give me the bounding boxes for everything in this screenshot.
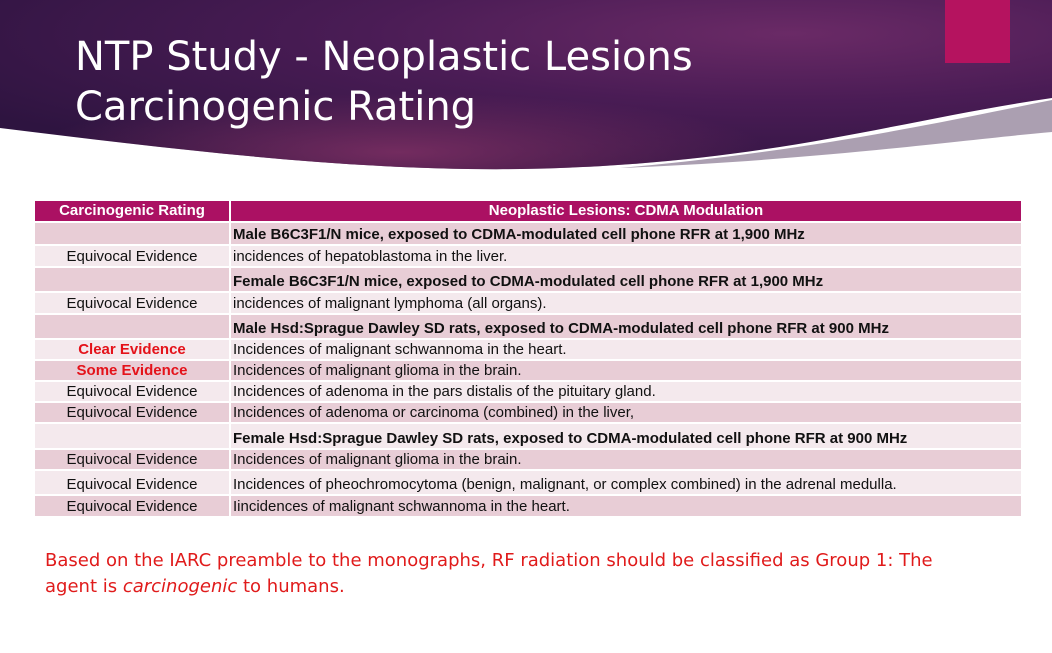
title-line-1: NTP Study - Neoplastic Lesions [75,34,693,80]
table-group-row [35,267,1021,292]
rating-cell: Equivocal Evidence [35,292,230,314]
accent-square [945,0,1010,63]
table-header-row [35,201,1021,222]
page-title [75,32,693,132]
rating-cell: Some Evidence [35,360,230,381]
table-group-row [35,222,1021,245]
rating-cell [35,222,230,245]
rating-cell: Clear Evidence [35,339,230,360]
table-group-row [35,423,1021,449]
table-row [35,245,1021,267]
rating-cell: Equivocal Evidence [35,449,230,470]
lesion-cell: Incidences of malignant glioma in the brain. [230,449,1021,470]
rating-cell: Equivocal Evidence [35,470,230,495]
note-text-before: Based on the IARC preamble to the monographs, RF radiation should be classified as Group 1: The agent is [45,550,933,597]
note-text-after: to humans. [237,576,345,597]
rating-cell [35,423,230,449]
rating-cell: Equivocal Evidence [35,245,230,267]
table-row [35,495,1021,516]
table-row [35,449,1021,470]
table-row [35,339,1021,360]
table-row [35,292,1021,314]
title-line-2: Carcinogenic Rating [75,84,477,130]
note-emphasis: carcinogenic [122,576,238,597]
group-heading-cell: Male Hsd:Sprague Dawley SD rats, exposed to CDMA-modulated cell phone RFR at 900 MHz [230,314,1021,339]
group-heading-cell: Female B6C3F1/N mice, exposed to CDMA-modulated cell phone RFR at 1,900 MHz [230,267,1021,292]
slide-header [0,0,1052,175]
lesion-cell: Incidences of adenoma or carcinoma (combined) in the liver, [230,402,1021,423]
table-row [35,381,1021,402]
lesion-cell: incidences of hepatoblastoma in the liver. [230,245,1021,267]
column-header-lesions: Neoplastic Lesions: CDMA Modulation [230,201,1021,222]
classification-note [45,548,945,600]
table-body [35,222,1021,516]
group-heading-cell: Male B6C3F1/N mice, exposed to CDMA-modulated cell phone RFR at 1,900 MHz [230,222,1021,245]
lesion-cell: Incidences of malignant schwannoma in the heart. [230,339,1021,360]
group-heading-cell: Female Hsd:Sprague Dawley SD rats, exposed to CDMA-modulated cell phone RFR at 900 MHz [230,423,1021,449]
lesion-cell: Incidences of malignant glioma in the brain. [230,360,1021,381]
table-row [35,402,1021,423]
lesions-table [35,201,1021,516]
lesion-cell: incidences of malignant lymphoma (all organs). [230,292,1021,314]
lesion-cell: Incidences of adenoma in the pars distalis of the pituitary gland. [230,381,1021,402]
column-header-rating: Carcinogenic Rating [35,201,230,222]
rating-cell: Equivocal Evidence [35,495,230,516]
rating-cell: Equivocal Evidence [35,381,230,402]
rating-cell [35,314,230,339]
table-group-row [35,314,1021,339]
table-row [35,470,1021,495]
rating-cell: Equivocal Evidence [35,402,230,423]
rating-cell [35,267,230,292]
lesion-cell: Incidences of pheochromocytoma (benign, malignant, or complex combined) in the adrenal medulla. [230,470,1021,495]
lesion-cell: Iincidences of malignant schwannoma in the heart. [230,495,1021,516]
table-row [35,360,1021,381]
